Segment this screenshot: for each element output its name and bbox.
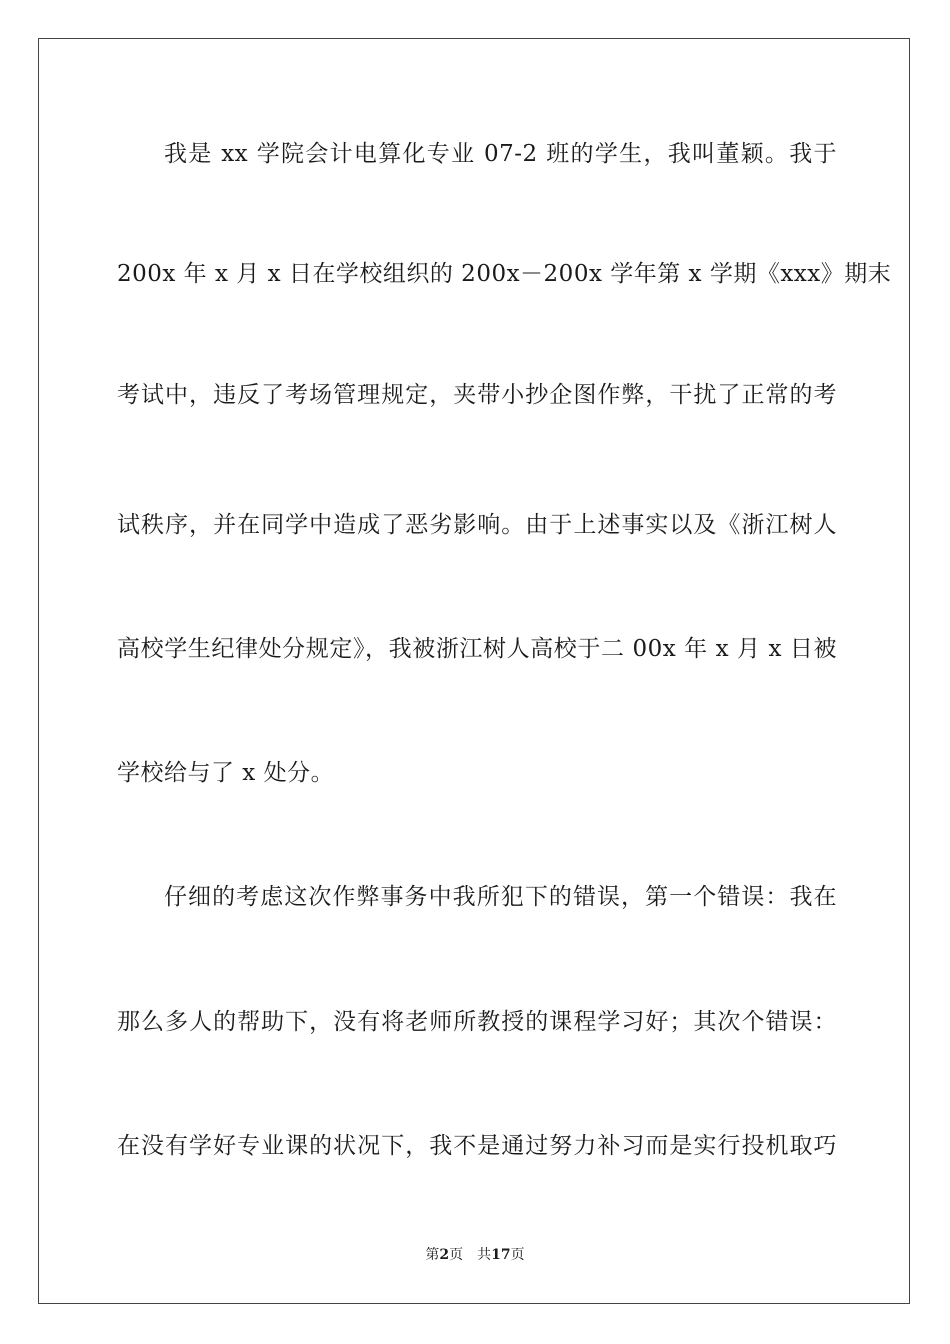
paragraph-2-line-2: 那么多人的帮助下，没有将老师所教授的课程学习好；其次个错误： <box>117 1009 837 1035</box>
footer-total-number: 17 <box>491 1247 511 1263</box>
page-border <box>38 38 910 1304</box>
page-footer <box>0 1246 950 1264</box>
paragraph-1-line-2: 200x 年 x 月 x 日在学校组织的 200x－200x 学年第 x 学期《xxx》期末 <box>117 261 892 287</box>
footer-page-suffix: 页 <box>449 1247 464 1263</box>
paragraph-1-line-4: 试秩序，并在同学中造成了恶劣影响。由于上述事实以及《浙江树人 <box>117 512 837 538</box>
footer-total-suffix: 页 <box>510 1247 525 1263</box>
paragraph-1-line-3: 考试中，违反了考场管理规定，夹带小抄企图作弊，干扰了正常的考 <box>117 382 837 408</box>
paragraph-1-line-5: 高校学生纪律处分规定》，我被浙江树人高校于二 00x 年 x 月 x 日被 <box>117 636 837 662</box>
paragraph-2-line-1: 仔细的考虑这次作弊事务中我所犯下的错误，第一个错误：我在 <box>164 884 837 910</box>
footer-total-prefix: 共 <box>477 1247 492 1263</box>
footer-page-number: 2 <box>439 1247 450 1263</box>
footer-page-prefix: 第 <box>425 1247 440 1263</box>
paragraph-2-line-3: 在没有学好专业课的状况下，我不是通过努力补习而是实行投机取巧 <box>117 1133 837 1159</box>
paragraph-1-line-1: 我是 xx 学院会计电算化专业 07-2 班的学生，我叫董颖。我于 <box>164 141 837 167</box>
paragraph-1-line-6: 学校给与了 x 处分。 <box>117 760 335 786</box>
